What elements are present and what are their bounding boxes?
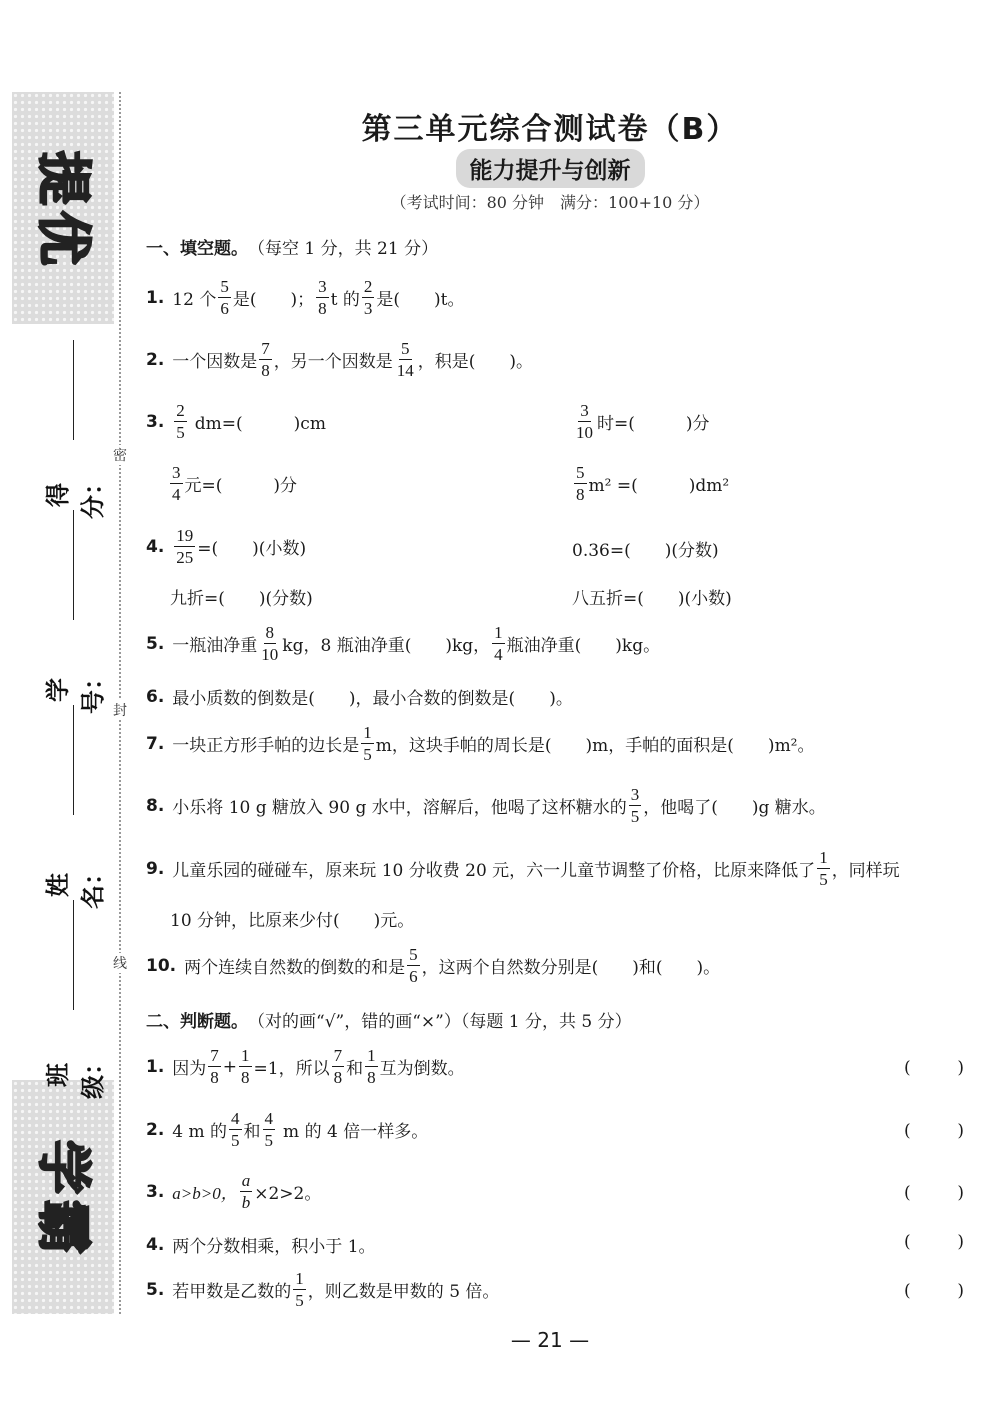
section1-title: 一、填空题。	[146, 239, 248, 259]
fraction: $\frac{5}{6}$	[220, 277, 229, 318]
score-label: 得分：	[44, 471, 107, 519]
q-text: ，他喝了( )g 糖水。	[643, 798, 826, 818]
question-2-5	[146, 1270, 499, 1309]
q-text: 若甲数是乙数的	[172, 1282, 292, 1302]
q-text: a>b>0，	[172, 1184, 238, 1203]
question-number: 4.	[146, 536, 165, 557]
page-number: — 21 —	[510, 1328, 590, 1352]
fraction: $\frac{1}{5}$	[363, 723, 372, 764]
q-text: 0.36=( )(分数)	[572, 541, 719, 561]
side-char-2: 优	[32, 211, 95, 265]
q-text: 4 m 的	[172, 1122, 228, 1142]
q-text: ×2>2。	[254, 1184, 322, 1204]
fraction: $\frac{7}{8}$	[210, 1046, 219, 1087]
question-1-8	[146, 786, 826, 825]
fraction: $\frac{7}{8}$	[261, 339, 270, 380]
q-text: ，积是( )。	[417, 352, 534, 372]
question-number: 3.	[146, 411, 165, 432]
fraction: $\frac{19}{25}$	[176, 526, 194, 567]
fraction: $\frac{3}{8}$	[318, 277, 327, 318]
side-line-1	[73, 340, 74, 440]
q-text: 两个分数相乘，积小于 1。	[172, 1237, 376, 1257]
q-text: 和	[243, 1122, 261, 1142]
seal-char-feng: 封	[111, 700, 129, 720]
q-text: 九折=( )(分数)	[170, 589, 313, 609]
question-number: 5.	[146, 633, 165, 654]
question-1-5	[146, 624, 660, 663]
q-text: dm=( )cm	[194, 414, 326, 434]
q-text: ，这两个自然数分别是( )和( )。	[421, 958, 721, 978]
fraction: $\frac{1}{5}$	[295, 1269, 304, 1310]
fraction: $\frac{1}{5}$	[819, 848, 828, 889]
side-line-3	[73, 705, 74, 815]
page-subtitle: 能力提升与创新	[456, 149, 645, 188]
fraction: $\frac{1}{8}$	[241, 1046, 250, 1087]
question-number: 5.	[146, 1279, 165, 1300]
subtitle-wrap	[0, 149, 1000, 188]
fraction: $\frac{7}{8}$	[333, 1046, 343, 1087]
fraction: $\frac{2}{3}$	[363, 277, 373, 318]
q-text: 两个连续自然数的倒数的和是	[184, 958, 406, 978]
q-text: 时=( )分	[597, 414, 710, 434]
question-1-3d	[572, 464, 729, 503]
question-number: 10.	[146, 955, 177, 976]
question-number: 9.	[146, 858, 165, 879]
fraction: $\frac{5}{6}$	[409, 945, 418, 986]
class-label: 班级：	[44, 1051, 107, 1099]
section2-title: 二、判断题。	[146, 1012, 248, 1032]
q-text: 瓶油净重( )kg。	[506, 636, 661, 656]
q-text: m 的 4 倍一样多。	[283, 1122, 429, 1142]
fraction: $\frac{4}{5}$	[264, 1109, 274, 1150]
question-1-6	[146, 684, 573, 709]
q-text: t 的	[330, 290, 360, 310]
q-text: 元=( )分	[184, 476, 298, 496]
question-1-4c	[170, 584, 313, 609]
exam-info: （考试时间：80 分钟 满分：100+10 分）	[390, 193, 710, 212]
q-text: 因为	[172, 1059, 207, 1079]
question-2-2	[146, 1110, 428, 1149]
q-text: 和	[346, 1059, 364, 1079]
q-text: 互为倒数。	[379, 1059, 465, 1079]
name-label: 姓名：	[44, 861, 107, 909]
question-1-2	[146, 340, 533, 379]
q-text: ，则乙数是甲数的 5 倍。	[307, 1282, 500, 1302]
q-text: 最小质数的倒数是( )，最小合数的倒数是( )。	[172, 689, 573, 709]
question-number: 4.	[146, 1234, 165, 1255]
seal-char-mi: 密	[111, 445, 129, 465]
question-1-4a	[146, 527, 306, 566]
section2-heading	[146, 1007, 632, 1032]
question-2-3	[146, 1172, 321, 1211]
q-text: kg，8 瓶油净重( )kg，	[282, 636, 491, 656]
question-number: 6.	[146, 686, 165, 707]
question-1-10	[146, 946, 720, 985]
question-number: 2.	[146, 1119, 165, 1140]
q-text: 一块正方形手帕的边长是	[172, 736, 360, 756]
q-text: 12 个	[172, 290, 217, 310]
q-text: ，同样玩	[831, 861, 900, 881]
side-line-2	[73, 510, 74, 620]
q-text: +	[222, 1056, 238, 1077]
question-number: 1.	[146, 287, 165, 308]
q-text: m，这块手帕的周长是( )m，手帕的面积是( )m²。	[375, 736, 815, 756]
fraction: $\frac{4}{5}$	[231, 1109, 240, 1150]
side-char-4: 霸	[32, 1200, 95, 1254]
question-number: 7.	[146, 733, 165, 754]
q-text: 10 分钟，比原来少付( )元。	[170, 911, 415, 931]
answer-box-4[interactable]: ( )	[904, 1232, 964, 1252]
question-1-3b	[572, 402, 710, 441]
question-1-4b	[572, 536, 719, 561]
q-text: 是( )t。	[376, 290, 465, 310]
fraction: $\frac{8}{10}$	[261, 623, 279, 664]
answer-box-2[interactable]: ( )	[904, 1121, 964, 1141]
fraction: $\frac{3}{5}$	[630, 785, 640, 826]
question-1-3c	[168, 464, 297, 503]
q-text: 是( )；	[232, 290, 315, 310]
fraction: $\frac{3}{4}$	[172, 463, 181, 504]
section2-note: （对的画“√”，错的画“×”）（每题 1 分，共 5 分）	[248, 1012, 632, 1032]
question-2-1	[146, 1047, 465, 1086]
side-line-4	[73, 900, 74, 1010]
page-title: 第三单元综合测试卷（B）	[361, 112, 739, 147]
q-text: 一个因数是	[172, 352, 258, 372]
q-text: m² =( )dm²	[588, 476, 730, 496]
question-1-7	[146, 724, 815, 763]
q-text: 八五折=( )(小数)	[572, 589, 732, 609]
section1-heading	[146, 234, 438, 259]
fraction: $\frac{5}{14}$	[396, 339, 414, 380]
q-text: =( )(小数)	[197, 539, 307, 559]
question-number: 8.	[146, 795, 165, 816]
student-no-label: 学号：	[44, 666, 107, 714]
answer-box-1[interactable]: ( )	[904, 1058, 964, 1078]
q-text: =1，所以	[253, 1059, 330, 1079]
q-text: ，另一个因数是	[273, 352, 393, 372]
question-number: 1.	[146, 1056, 165, 1077]
side-char-1: 提	[32, 151, 95, 205]
answer-box-5[interactable]: ( )	[904, 1281, 964, 1301]
fraction: $\frac{2}{5}$	[176, 401, 185, 442]
fraction: $\frac{3}{10}$	[576, 401, 593, 442]
question-1-3a	[146, 402, 326, 441]
fraction: $\frac{1}{4}$	[494, 623, 503, 664]
q-text: 小乐将 10 g 糖放入 90 g 水中，溶解后，他喝了这杯糖水的	[172, 798, 627, 818]
q-text: 儿童乐园的碰碰车，原来玩 10 分收费 20 元，六一儿童节调整了价格，比原来降低了	[172, 861, 816, 881]
question-1-1	[146, 278, 464, 317]
question-number: 3.	[146, 1181, 165, 1202]
side-box-bottom	[12, 1080, 114, 1314]
question-1-9	[146, 849, 900, 888]
fraction: $\frac{a}{b}$	[241, 1171, 251, 1212]
question-number: 2.	[146, 349, 165, 370]
fraction: $\frac{5}{8}$	[576, 463, 585, 504]
fraction: $\frac{1}{8}$	[367, 1046, 376, 1087]
section1-note: （每空 1 分，共 21 分）	[248, 239, 439, 259]
question-1-4d	[572, 584, 732, 609]
side-char-3: 学	[32, 1140, 95, 1194]
seal-char-xian: 线	[111, 953, 129, 973]
answer-box-3[interactable]: ( )	[904, 1183, 964, 1203]
q-text: 一瓶油净重	[172, 636, 258, 656]
question-2-4	[146, 1232, 376, 1257]
question-1-9-cont	[170, 906, 414, 931]
